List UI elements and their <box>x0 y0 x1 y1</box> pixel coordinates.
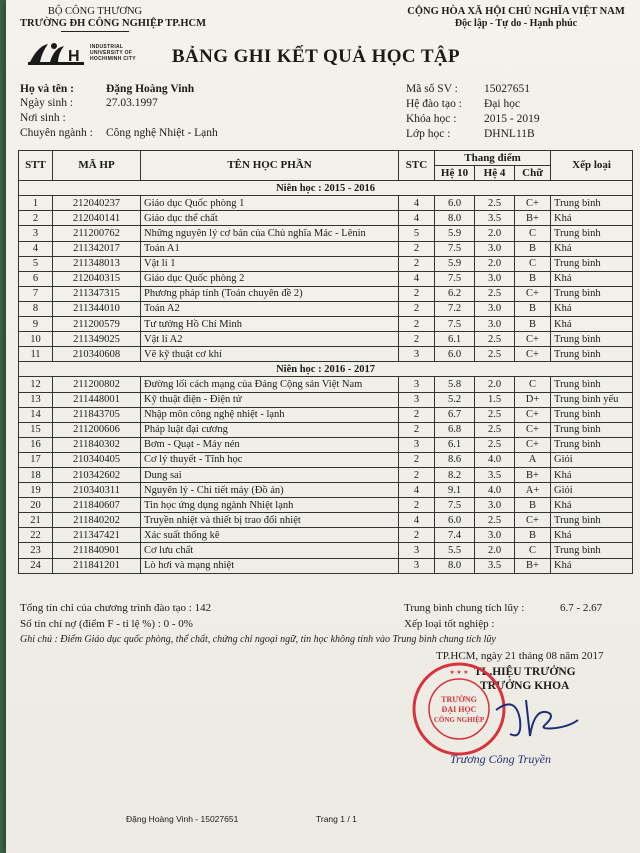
cell-course-name: Giáo dục thể chất <box>141 211 399 226</box>
cell-score-4: 2.5 <box>475 332 515 347</box>
cell-code: 211841201 <box>53 558 141 573</box>
cell-stt: 21 <box>19 513 53 528</box>
cell-letter: B+ <box>515 211 551 226</box>
cell-score-4: 2.0 <box>475 377 515 392</box>
cell-stt: 5 <box>19 256 53 271</box>
header-underline <box>61 31 129 32</box>
cell-rank: Khá <box>551 317 633 332</box>
signer-name: Trương Công Truyền <box>450 752 551 766</box>
cell-rank: Khá <box>551 467 633 482</box>
svg-text:ĐẠI HỌC: ĐẠI HỌC <box>441 705 477 714</box>
cell-rank: Khá <box>551 271 633 286</box>
major-label: Chuyên ngành : <box>20 127 93 139</box>
total-credits: Tổng tín chỉ của chương trình đào tạo : 142 <box>20 602 212 614</box>
cell-score-10: 8.0 <box>435 558 475 573</box>
cell-credits: 2 <box>399 301 435 316</box>
cell-score-4: 2.0 <box>475 256 515 271</box>
cell-course-name: Lò hơi và mạng nhiệt <box>141 558 399 573</box>
table-row <box>19 332 633 347</box>
table-row <box>19 392 633 407</box>
cell-score-4: 3.0 <box>475 301 515 316</box>
cell-code: 211347315 <box>53 286 141 301</box>
cell-code: 211840901 <box>53 543 141 558</box>
cell-credits: 4 <box>399 483 435 498</box>
cell-course-name: Toán A1 <box>141 241 399 256</box>
cell-score-10: 7.5 <box>435 271 475 286</box>
cell-course-name: Toán A2 <box>141 301 399 316</box>
cell-score-4: 2.5 <box>475 286 515 301</box>
cell-letter: A <box>515 452 551 467</box>
cell-score-4: 2.5 <box>475 513 515 528</box>
cell-score-10: 5.2 <box>435 392 475 407</box>
cell-course-name: Bơm - Quạt - Máy nén <box>141 437 399 452</box>
cell-stt: 14 <box>19 407 53 422</box>
cell-letter: B <box>515 271 551 286</box>
signature-icon <box>486 690 586 750</box>
cell-letter: C+ <box>515 422 551 437</box>
cell-score-4: 3.5 <box>475 558 515 573</box>
cell-credits: 3 <box>399 392 435 407</box>
id-label: Mã số SV : <box>406 83 458 95</box>
cell-score-10: 9.1 <box>435 483 475 498</box>
cell-stt: 6 <box>19 271 53 286</box>
svg-text:CÔNG NGHIỆP: CÔNG NGHIỆP <box>433 716 485 724</box>
cell-score-4: 4.0 <box>475 483 515 498</box>
cell-score-4: 2.5 <box>475 422 515 437</box>
table-row <box>19 543 633 558</box>
signer-title-1: TL.HIỆU TRƯỞNG <box>474 666 576 678</box>
cell-rank: Trung bình <box>551 437 633 452</box>
cell-credits: 2 <box>399 317 435 332</box>
table-row <box>19 528 633 543</box>
table-row <box>19 422 633 437</box>
svg-text:H: H <box>68 48 80 65</box>
col-letter: Chữ <box>515 166 551 181</box>
student-id: 15027651 <box>484 83 530 95</box>
cell-credits: 4 <box>399 271 435 286</box>
gpa-label: Trung bình chung tích lũy : <box>404 602 525 614</box>
cell-stt: 16 <box>19 437 53 452</box>
table-row <box>19 558 633 573</box>
cell-course-name: Xác suất thống kê <box>141 528 399 543</box>
cell-rank: Khá <box>551 558 633 573</box>
country-name: CỘNG HÒA XÃ HỘI CHỦ NGHĨA VIỆT NAM <box>407 6 625 17</box>
col-scale-4: Hệ 4 <box>475 166 515 181</box>
cell-course-name: Giáo dục Quốc phòng 1 <box>141 196 399 211</box>
col-code: MÃ HP <box>53 151 141 181</box>
cell-score-4: 1.5 <box>475 392 515 407</box>
national-header <box>406 6 626 30</box>
cell-credits: 3 <box>399 543 435 558</box>
cell-code: 211840302 <box>53 437 141 452</box>
ministry-header <box>20 6 207 32</box>
cell-letter: B <box>515 241 551 256</box>
cell-rank: Trung bình yếu <box>551 392 633 407</box>
col-credits: STC <box>399 151 435 181</box>
cell-code: 211840202 <box>53 513 141 528</box>
cell-rank: Trung bình <box>551 407 633 422</box>
student-major: Công nghệ Nhiệt - Lạnh <box>106 127 218 139</box>
cell-course-name: Vẽ kỹ thuật cơ khí <box>141 347 399 362</box>
cell-score-4: 3.5 <box>475 467 515 482</box>
table-row <box>19 483 633 498</box>
cohort-label: Khóa học : <box>406 113 457 125</box>
cell-credits: 2 <box>399 286 435 301</box>
cell-code: 211347421 <box>53 528 141 543</box>
cell-letter: C+ <box>515 347 551 362</box>
cell-rank: Trung bình <box>551 347 633 362</box>
cell-credits: 4 <box>399 513 435 528</box>
table-row <box>19 226 633 241</box>
table-row <box>19 271 633 286</box>
cell-stt: 20 <box>19 498 53 513</box>
cell-score-10: 6.0 <box>435 347 475 362</box>
cell-rank: Trung bình <box>551 513 633 528</box>
cell-score-4: 3.0 <box>475 498 515 513</box>
table-row <box>19 256 633 271</box>
cell-course-name: Cơ lưu chất <box>141 543 399 558</box>
cell-score-10: 7.5 <box>435 241 475 256</box>
cell-letter: C+ <box>515 286 551 301</box>
cell-stt: 11 <box>19 347 53 362</box>
table-row <box>19 513 633 528</box>
cell-letter: B+ <box>515 467 551 482</box>
cell-stt: 3 <box>19 226 53 241</box>
cell-course-name: Vật lí 1 <box>141 256 399 271</box>
cell-credits: 3 <box>399 558 435 573</box>
cell-letter: B+ <box>515 558 551 573</box>
student-name: Đặng Hoàng Vinh <box>106 83 195 95</box>
cell-letter: C+ <box>515 513 551 528</box>
cell-letter: C <box>515 226 551 241</box>
cell-letter: C <box>515 377 551 392</box>
cell-code: 210340311 <box>53 483 141 498</box>
cell-score-10: 7.2 <box>435 301 475 316</box>
cell-rank: Giỏi <box>551 483 633 498</box>
table-row <box>19 467 633 482</box>
cell-rank: Giỏi <box>551 452 633 467</box>
cell-rank: Khá <box>551 528 633 543</box>
cell-code: 212040141 <box>53 211 141 226</box>
national-motto: Độc lập - Tự do - Hạnh phúc <box>454 18 578 29</box>
year-label: Niên học : 2015 - 2016 <box>19 181 633 196</box>
cell-code: 212040315 <box>53 271 141 286</box>
cell-letter: C+ <box>515 332 551 347</box>
cell-letter: C+ <box>515 437 551 452</box>
svg-text:★ ★ ★: ★ ★ ★ <box>449 670 469 676</box>
cell-code: 211448001 <box>53 392 141 407</box>
col-rank: Xếp loại <box>551 151 633 181</box>
cell-stt: 2 <box>19 211 53 226</box>
table-row <box>19 241 633 256</box>
cell-credits: 3 <box>399 347 435 362</box>
class-code: DHNL11B <box>484 128 535 140</box>
cell-code: 210340405 <box>53 452 141 467</box>
cell-course-name: Đường lối cách mạng của Đảng Cộng sản Việt Nam <box>141 377 399 392</box>
failed-credits: Số tín chỉ nợ (điểm F - tỉ lệ %) : 0 - 0% <box>20 618 193 630</box>
cell-letter: C+ <box>515 407 551 422</box>
cell-stt: 15 <box>19 422 53 437</box>
cell-code: 211342017 <box>53 241 141 256</box>
cell-course-name: Cơ lý thuyết - Tĩnh học <box>141 452 399 467</box>
cell-credits: 2 <box>399 528 435 543</box>
cell-score-4: 2.5 <box>475 347 515 362</box>
cell-code: 211344010 <box>53 301 141 316</box>
cell-code: 211843705 <box>53 407 141 422</box>
cell-stt: 17 <box>19 452 53 467</box>
col-course-name: TÊN HỌC PHẦN <box>141 151 399 181</box>
cell-score-10: 8.6 <box>435 452 475 467</box>
cell-credits: 4 <box>399 211 435 226</box>
iuh-logo-icon <box>24 40 88 68</box>
cell-code: 211200762 <box>53 226 141 241</box>
name-label: Họ và tên : <box>20 83 74 95</box>
grad-rank-label: Xếp loại tốt nghiệp : <box>404 618 495 630</box>
cell-stt: 18 <box>19 467 53 482</box>
cell-credits: 2 <box>399 241 435 256</box>
grades-body <box>19 181 633 573</box>
cell-stt: 22 <box>19 528 53 543</box>
university-logo <box>24 40 164 68</box>
cell-score-10: 8.2 <box>435 467 475 482</box>
cell-score-10: 5.5 <box>435 543 475 558</box>
table-row <box>19 437 633 452</box>
cell-score-10: 6.0 <box>435 513 475 528</box>
cell-score-10: 7.4 <box>435 528 475 543</box>
cell-course-name: Giáo dục Quốc phòng 2 <box>141 271 399 286</box>
cell-letter: B <box>515 498 551 513</box>
year-row <box>19 362 633 377</box>
cell-score-10: 6.0 <box>435 196 475 211</box>
handwritten-signature <box>486 690 586 750</box>
cell-letter: C+ <box>515 196 551 211</box>
cell-credits: 5 <box>399 226 435 241</box>
cell-code: 210342602 <box>53 467 141 482</box>
cell-credits: 2 <box>399 498 435 513</box>
class-label: Lớp học : <box>406 128 451 140</box>
cell-rank: Khá <box>551 241 633 256</box>
cell-letter: C <box>515 256 551 271</box>
cell-credits: 2 <box>399 332 435 347</box>
table-row <box>19 317 633 332</box>
cell-stt: 10 <box>19 332 53 347</box>
cell-code: 211200579 <box>53 317 141 332</box>
table-row <box>19 452 633 467</box>
footer-student: Đặng Hoàng Vinh - 15027651 <box>126 814 239 824</box>
cell-score-10: 5.9 <box>435 256 475 271</box>
cell-course-name: Pháp luật đại cương <box>141 422 399 437</box>
table-row <box>19 498 633 513</box>
cell-score-4: 3.0 <box>475 271 515 286</box>
cell-score-4: 2.0 <box>475 543 515 558</box>
cell-stt: 19 <box>19 483 53 498</box>
cell-rank: Khá <box>551 211 633 226</box>
cell-letter: C <box>515 543 551 558</box>
grades-table <box>18 150 633 574</box>
cell-letter: A+ <box>515 483 551 498</box>
cell-score-10: 7.5 <box>435 317 475 332</box>
cell-credits: 2 <box>399 452 435 467</box>
cell-rank: Khá <box>551 301 633 316</box>
document-title: BẢNG GHI KẾT QUẢ HỌC TẬP <box>171 46 461 67</box>
cell-course-name: Dung sai <box>141 467 399 482</box>
cell-course-name: Nhập môn công nghệ nhiệt - lạnh <box>141 407 399 422</box>
cell-score-4: 2.0 <box>475 226 515 241</box>
cell-letter: B <box>515 301 551 316</box>
cell-rank: Trung bình <box>551 196 633 211</box>
ministry-name: BỘ CÔNG THƯƠNG <box>47 6 143 17</box>
cell-stt: 13 <box>19 392 53 407</box>
cell-credits: 2 <box>399 422 435 437</box>
cell-credits: 3 <box>399 437 435 452</box>
cell-score-10: 5.8 <box>435 377 475 392</box>
cell-letter: B <box>515 528 551 543</box>
cell-score-4: 2.5 <box>475 196 515 211</box>
cell-course-name: Nguyên lý - Chi tiết máy (Đồ án) <box>141 483 399 498</box>
university-name: TRƯỜNG ĐH CÔNG NGHIỆP TP.HCM <box>20 18 207 29</box>
dob-label: Ngày sinh : <box>20 97 74 109</box>
cell-code: 211840607 <box>53 498 141 513</box>
table-row <box>19 347 633 362</box>
table-row <box>19 407 633 422</box>
cell-credits: 3 <box>399 377 435 392</box>
cell-credits: 4 <box>399 196 435 211</box>
cell-code: 212040237 <box>53 196 141 211</box>
cell-score-4: 3.5 <box>475 211 515 226</box>
cell-course-name: Tin học ứng dụng ngành Nhiệt lạnh <box>141 498 399 513</box>
cell-stt: 9 <box>19 317 53 332</box>
cell-credits: 2 <box>399 407 435 422</box>
cell-code: 211200606 <box>53 422 141 437</box>
cell-rank: Trung bình <box>551 332 633 347</box>
note: Ghi chú : Điểm Giáo dục quốc phòng, thể chất, chứng chỉ ngoại ngữ, tin học không tính vào Trung bình chung tích lũy <box>20 634 496 645</box>
cell-stt: 12 <box>19 377 53 392</box>
issue-date: TP.HCM, ngày 21 tháng 08 năm 2017 <box>436 650 604 662</box>
pob-label: Nơi sinh : <box>20 112 66 124</box>
cell-score-10: 5.9 <box>435 226 475 241</box>
cell-rank: Trung bình <box>551 226 633 241</box>
cell-course-name: Kỹ thuật điện - Điện tử <box>141 392 399 407</box>
table-row <box>19 196 633 211</box>
cell-course-name: Truyền nhiệt và thiết bị trao đổi nhiệt <box>141 513 399 528</box>
transcript-sheet <box>6 0 640 853</box>
cell-rank: Trung bình <box>551 543 633 558</box>
cell-code: 211200802 <box>53 377 141 392</box>
cell-stt: 1 <box>19 196 53 211</box>
cell-score-4: 4.0 <box>475 452 515 467</box>
cell-score-10: 6.2 <box>435 286 475 301</box>
student-dob: 27.03.1997 <box>106 97 158 109</box>
svg-text:TRƯỜNG: TRƯỜNG <box>441 695 477 704</box>
cell-stt: 23 <box>19 543 53 558</box>
cell-course-name: Tư tưởng Hồ Chí Minh <box>141 317 399 332</box>
year-row <box>19 181 633 196</box>
cell-stt: 8 <box>19 301 53 316</box>
cell-score-10: 6.7 <box>435 407 475 422</box>
cell-score-4: 2.5 <box>475 407 515 422</box>
cell-score-4: 2.5 <box>475 437 515 452</box>
cell-score-4: 3.0 <box>475 241 515 256</box>
cell-score-4: 3.0 <box>475 528 515 543</box>
table-row <box>19 301 633 316</box>
footer-page: Trang 1 / 1 <box>316 814 357 824</box>
cell-rank: Trung bình <box>551 286 633 301</box>
cell-rank: Trung bình <box>551 422 633 437</box>
cell-code: 211349025 <box>53 332 141 347</box>
table-row <box>19 377 633 392</box>
cell-score-10: 6.1 <box>435 437 475 452</box>
col-scale-10: Hệ 10 <box>435 166 475 181</box>
signer-title-2: TRƯỞNG KHOA <box>480 680 570 692</box>
cell-stt: 24 <box>19 558 53 573</box>
cell-score-10: 8.0 <box>435 211 475 226</box>
cell-rank: Trung bình <box>551 256 633 271</box>
col-grade-scale: Thang điểm <box>435 151 551 166</box>
cell-score-4: 3.0 <box>475 317 515 332</box>
cell-rank: Khá <box>551 498 633 513</box>
cell-code: 210340608 <box>53 347 141 362</box>
cell-credits: 2 <box>399 467 435 482</box>
mode-label: Hệ đào tạo : <box>406 98 462 110</box>
cell-credits: 2 <box>399 256 435 271</box>
table-row <box>19 211 633 226</box>
cell-stt: 7 <box>19 286 53 301</box>
logo-text: INDUSTRIAL UNIVERSITY OF HOCHIMINH CITY <box>90 44 136 62</box>
gpa-value: 6.7 - 2.67 <box>560 602 603 614</box>
table-row <box>19 286 633 301</box>
training-mode: Đại học <box>484 98 521 110</box>
year-label: Niên học : 2016 - 2017 <box>19 362 633 377</box>
cell-course-name: Vật lí A2 <box>141 332 399 347</box>
cell-course-name: Phương pháp tính (Toán chuyên đề 2) <box>141 286 399 301</box>
cell-course-name: Những nguyên lý cơ bản của Chủ nghĩa Mác - Lênin <box>141 226 399 241</box>
cell-rank: Trung bình <box>551 377 633 392</box>
col-stt: STT <box>19 151 53 181</box>
cell-letter: B <box>515 317 551 332</box>
cell-score-10: 6.8 <box>435 422 475 437</box>
cohort: 2015 - 2019 <box>484 113 540 125</box>
cell-score-10: 7.5 <box>435 498 475 513</box>
cell-stt: 4 <box>19 241 53 256</box>
cell-score-10: 6.1 <box>435 332 475 347</box>
cell-code: 211348013 <box>53 256 141 271</box>
cell-letter: D+ <box>515 392 551 407</box>
